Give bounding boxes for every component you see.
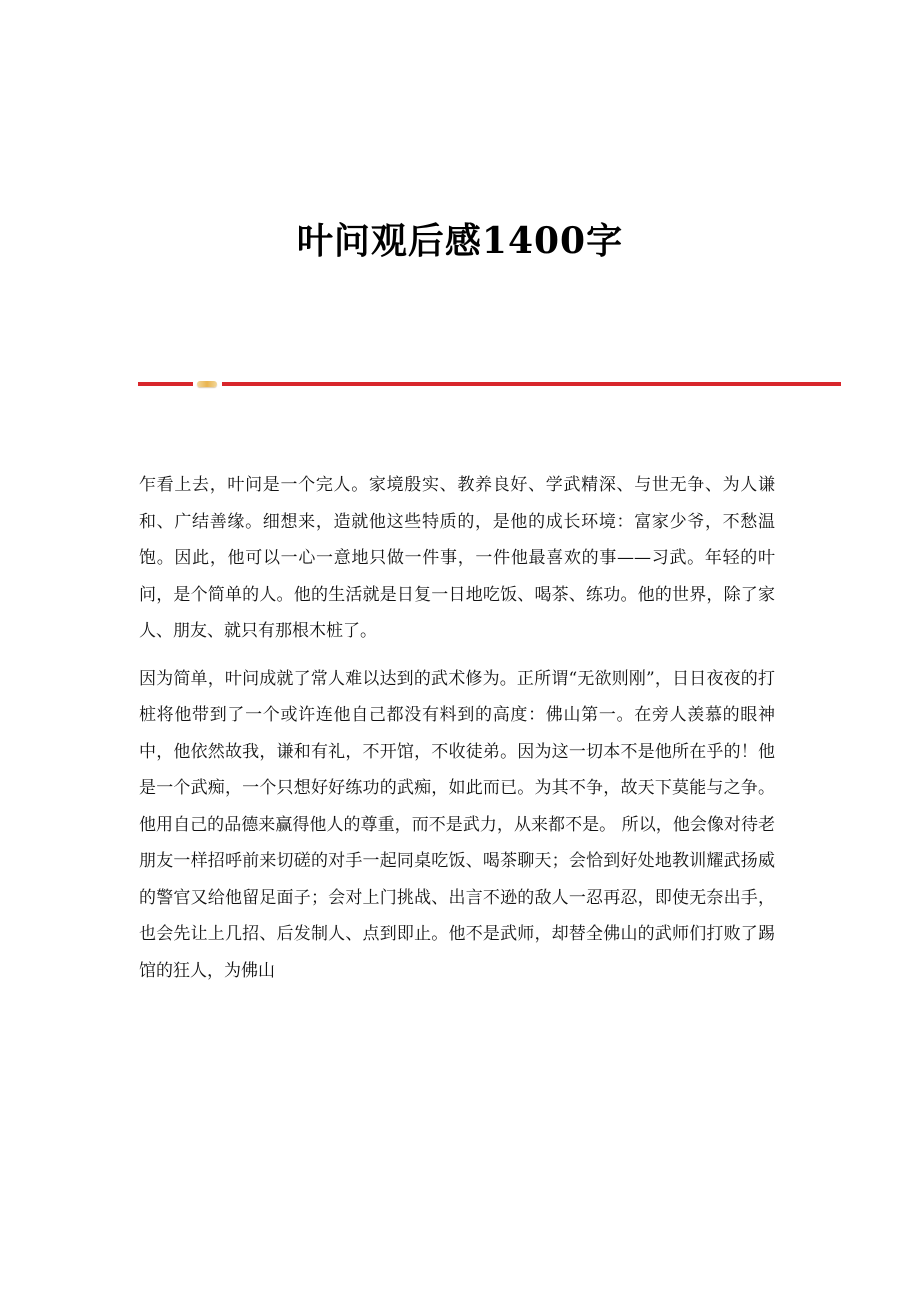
divider-left-bar bbox=[138, 382, 193, 386]
article-body bbox=[139, 467, 775, 1000]
document-title: 叶问观后感1400字 bbox=[296, 220, 624, 262]
title-divider bbox=[138, 380, 841, 388]
divider-right-bar bbox=[222, 382, 841, 386]
paragraph-2: 因为简单，叶问成就了常人难以达到的武术修为。正所谓“无欲则刚”，日日夜夜的打桩将他带到了一个或许连他自己都没有料到的高度：佛山第一。在旁人羡慕的眼神中，他依然故我，谦和有礼，不开馆，不收徒弟。因为这一切本不是他所在乎的！他是一个武痴，一个只想好好练功的武痴，如此而已。为其不争，故天下莫能与之争。他用自己的品德来赢得他人的尊重，而不是武力，从来都不是。 所以，他会像对待老朋友一样招呼前来切磋的对手一起同桌吃饭、喝茶聊天；会恰到好处地教训耀武扬威的警官又给他留足面子；会对上门挑战、出言不逊的敌人一忍再忍，即使无奈出手，也会先让上几招、后发制人、点到即止。他不是武师，却替全佛山的武师们打败了踢馆的狂人，为佛山 bbox=[139, 668, 775, 981]
divider-ornament-icon bbox=[197, 381, 217, 387]
paragraph-1: 乍看上去，叶问是一个完人。家境殷实、教养良好、学武精深、与世无争、为人谦和、广结善缘。细想来，造就他这些特质的，是他的成长环境：富家少爷，不愁温饱。因此，他可以一心一意地只做一件事，一件他最喜欢的事——习武。年轻的叶问，是个简单的人。他的生活就是日复一日地吃饭、喝茶、练功。他的世界，除了家人、朋友、就只有那根木桩了。 bbox=[139, 475, 775, 641]
